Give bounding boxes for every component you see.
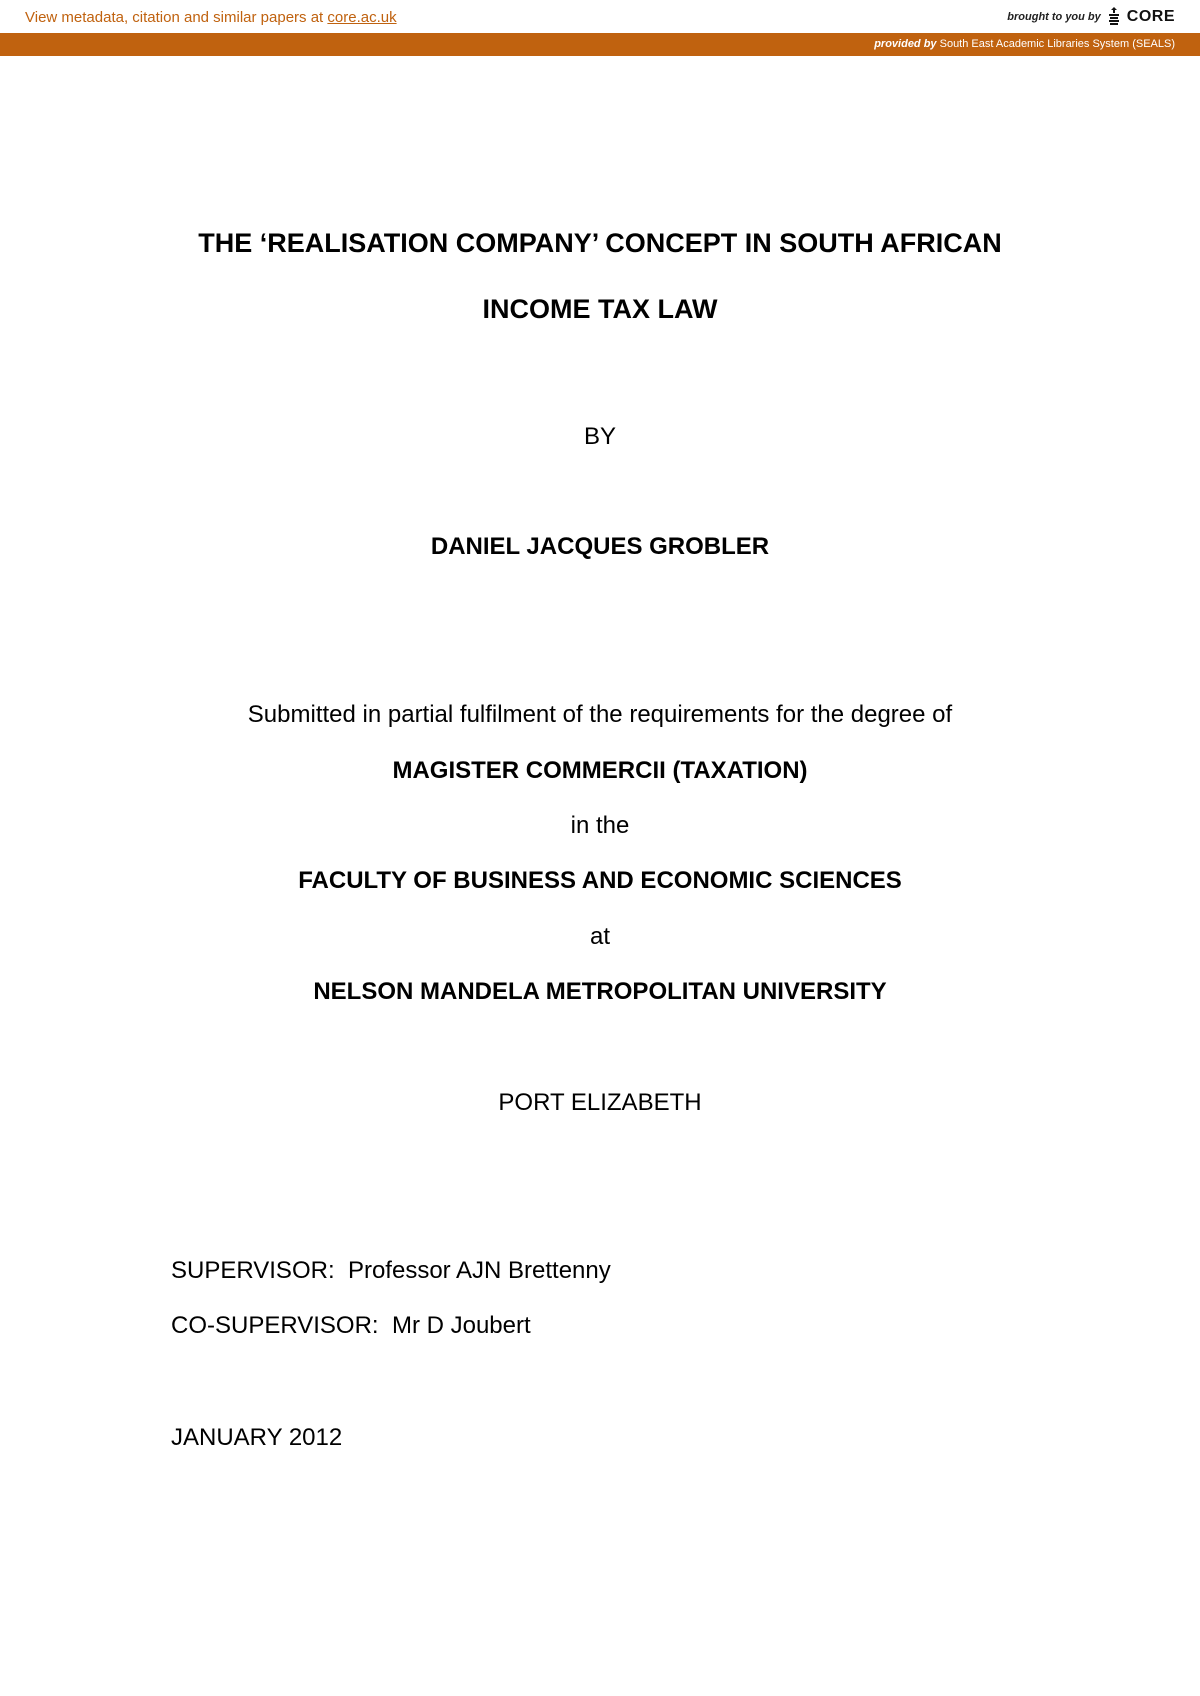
metadata-link-text	[25, 9, 397, 26]
at-text: at	[589, 923, 610, 950]
submission-date: JANUARY 2012	[171, 1424, 343, 1451]
by-label: BY	[583, 423, 616, 450]
author-name: DANIEL JACQUES GROBLER	[430, 533, 770, 560]
co-supervisor-name: Mr D Joubert	[391, 1312, 531, 1339]
provided-source: South East Academic Libraries System (SEALS)	[939, 38, 1175, 50]
in-the-text: in the	[570, 812, 630, 839]
degree-name: MAGISTER COMMERCII (TAXATION)	[392, 757, 808, 784]
city-name: PORT ELIZABETH	[498, 1089, 702, 1116]
provided-by-text	[874, 38, 1175, 50]
thesis-title-line-2: INCOME TAX LAW	[482, 294, 718, 324]
supervisor-label: SUPERVISOR:	[171, 1257, 335, 1284]
metadata-text: View metadata, citation and similar papers at	[25, 9, 328, 26]
co-supervisor-line	[171, 1311, 531, 1341]
co-supervisor-label: CO-SUPERVISOR:	[171, 1312, 379, 1339]
core-ac-uk-link[interactable]: core.ac.uk	[327, 9, 397, 26]
brought-to-you-by[interactable]	[1007, 6, 1175, 28]
core-logo: CORE	[1126, 8, 1175, 25]
supervisor-line	[171, 1256, 611, 1286]
university-name: NELSON MANDELA METROPOLITAN UNIVERSITY	[313, 978, 887, 1005]
brought-by-text: brought to you by	[1007, 11, 1101, 23]
supervisor-name: Professor AJN Brettenny	[347, 1257, 611, 1284]
thesis-title-line-1: THE ‘REALISATION COMPANY’ CONCEPT IN SOUTH AFRICAN	[198, 228, 1002, 258]
core-header	[0, 0, 1200, 32]
provided-label: provided by	[874, 38, 937, 50]
core-provider-bar	[0, 33, 1200, 56]
faculty-name: FACULTY OF BUSINESS AND ECONOMIC SCIENCES	[298, 867, 902, 894]
core-logo-icon	[1106, 6, 1122, 28]
submission-statement: Submitted in partial fulfilment of the requirements for the degree of	[247, 701, 953, 728]
